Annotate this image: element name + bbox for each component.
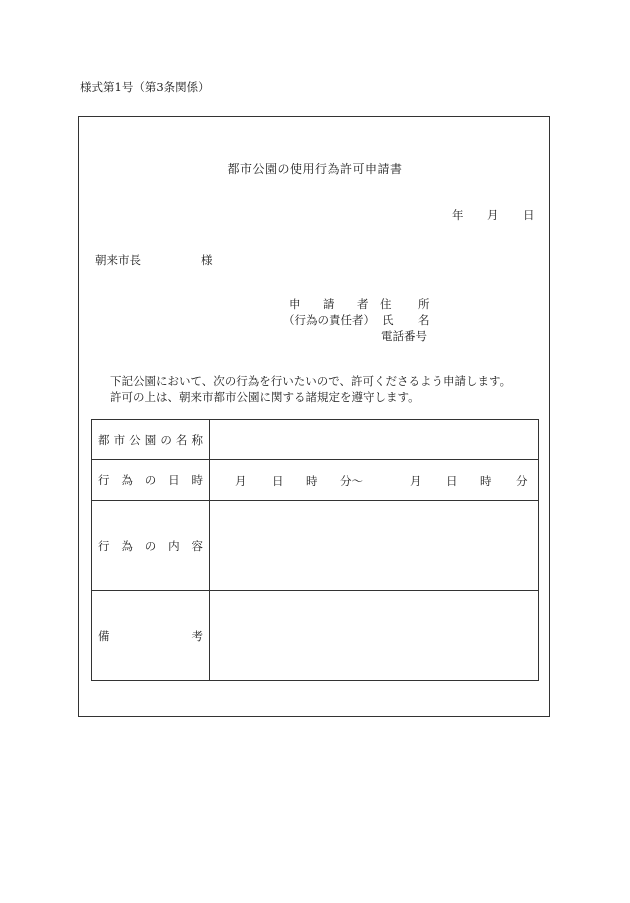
applicant-role-char-1: 申 bbox=[289, 297, 301, 311]
addressee bbox=[95, 253, 213, 267]
name-label-char-2: 名 bbox=[418, 313, 430, 327]
remarks-field[interactable] bbox=[210, 591, 539, 681]
park-name-field[interactable] bbox=[210, 420, 539, 460]
addressee-honorific: 様 bbox=[201, 253, 213, 267]
datetime-label: 行 為 の 日 時 bbox=[92, 460, 210, 501]
date-day-label: 日 bbox=[523, 208, 535, 222]
content-label: 行 為 の 内 容 bbox=[92, 501, 210, 591]
address-label-char-1: 住 bbox=[380, 297, 392, 311]
start-hour-unit: 時 bbox=[306, 474, 318, 488]
table-row-content bbox=[92, 501, 539, 591]
body-line-2: 許可の上は、朝来市都市公園に関する諸規定を遵守します。 bbox=[110, 390, 420, 404]
address-label-char-2: 所 bbox=[418, 297, 430, 311]
date-year-label: 年 bbox=[452, 208, 464, 222]
end-minute-unit: 分 bbox=[516, 474, 528, 488]
applicant-role-char-3: 者 bbox=[357, 297, 369, 311]
start-day-unit: 日 bbox=[272, 474, 284, 488]
name-label-char-1: 氏 bbox=[382, 313, 394, 327]
end-month-unit: 月 bbox=[410, 474, 422, 488]
end-day-unit: 日 bbox=[446, 474, 458, 488]
table-row-remarks bbox=[92, 591, 539, 681]
table-row-datetime bbox=[92, 460, 539, 501]
phone-label: 電話番号 bbox=[381, 329, 427, 343]
park-name-label: 都 市 公 園 の 名 称 bbox=[92, 420, 210, 460]
end-hour-unit: 時 bbox=[480, 474, 492, 488]
table-row-park-name bbox=[92, 420, 539, 460]
date-month-label: 月 bbox=[487, 208, 499, 222]
start-month-unit: 月 bbox=[235, 474, 247, 488]
form-number-label: 様式第1号（第3条関係） bbox=[80, 80, 210, 94]
addressee-name: 朝来市長 bbox=[95, 253, 141, 267]
content-field[interactable] bbox=[210, 501, 539, 591]
body-line-1: 下記公園において、次の行為を行いたいので、許可くださるよう申請します。 bbox=[110, 374, 512, 388]
form-title: 都市公園の使用行為許可申請書 bbox=[227, 162, 403, 176]
start-minute-unit: 分〜 bbox=[340, 474, 363, 488]
applicant-role-note: （行為の責任者） bbox=[283, 313, 375, 327]
applicant-role-char-2: 請 bbox=[323, 297, 335, 311]
remarks-label: 備 考 bbox=[92, 591, 210, 681]
datetime-field[interactable] bbox=[210, 460, 539, 501]
application-details-table bbox=[91, 419, 539, 681]
